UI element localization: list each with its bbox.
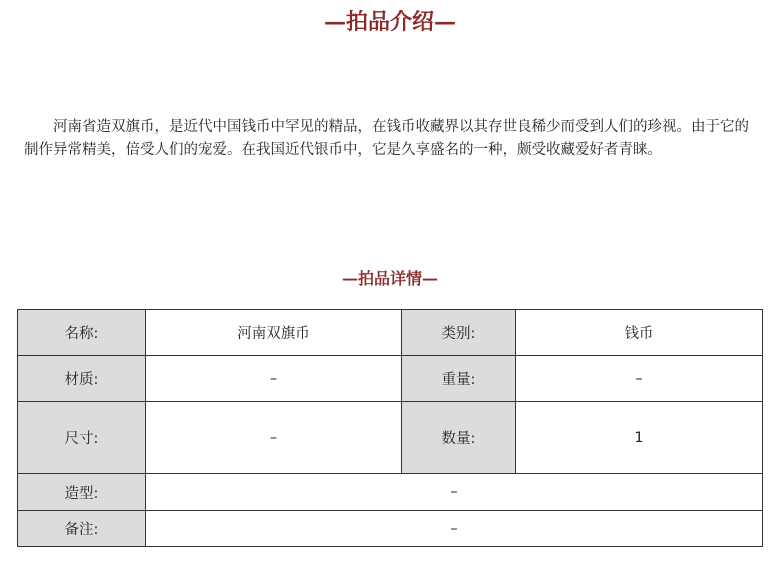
item-introduction: 河南省造双旗币，是近代中国钱币中罕见的精品，在钱币收藏界以其存世良稀少而受到人们的珍视。由于它的制作异常精美，倍受人们的宠爱。在我国近代银币中，它是久享盛名的一种，颇受收藏爱好者青睐。 [24, 119, 749, 158]
details-heading: —拍品详情— [341, 269, 438, 288]
shape-label: 造型: [18, 474, 146, 511]
name-value: 河南双旗币 [146, 310, 402, 356]
category-value: 钱币 [516, 310, 763, 356]
size-value: – [146, 402, 402, 474]
page-title: —拍品介绍— [323, 9, 456, 35]
table-row [18, 511, 763, 547]
weight-value: – [516, 356, 763, 402]
weight-label: 重量: [402, 356, 516, 402]
details-table [17, 309, 763, 547]
table-row [18, 474, 763, 511]
remark-value: – [146, 511, 763, 547]
material-value: – [146, 356, 402, 402]
category-label: 类别: [402, 310, 516, 356]
table-row [18, 402, 763, 474]
name-label: 名称: [18, 310, 146, 356]
table-row [18, 310, 763, 356]
table-row [18, 356, 763, 402]
remark-label: 备注: [18, 511, 146, 547]
shape-value: – [146, 474, 763, 511]
quantity-label: 数量: [402, 402, 516, 474]
material-label: 材质: [18, 356, 146, 402]
quantity-value: 1 [516, 402, 763, 474]
size-label: 尺寸: [18, 402, 146, 474]
